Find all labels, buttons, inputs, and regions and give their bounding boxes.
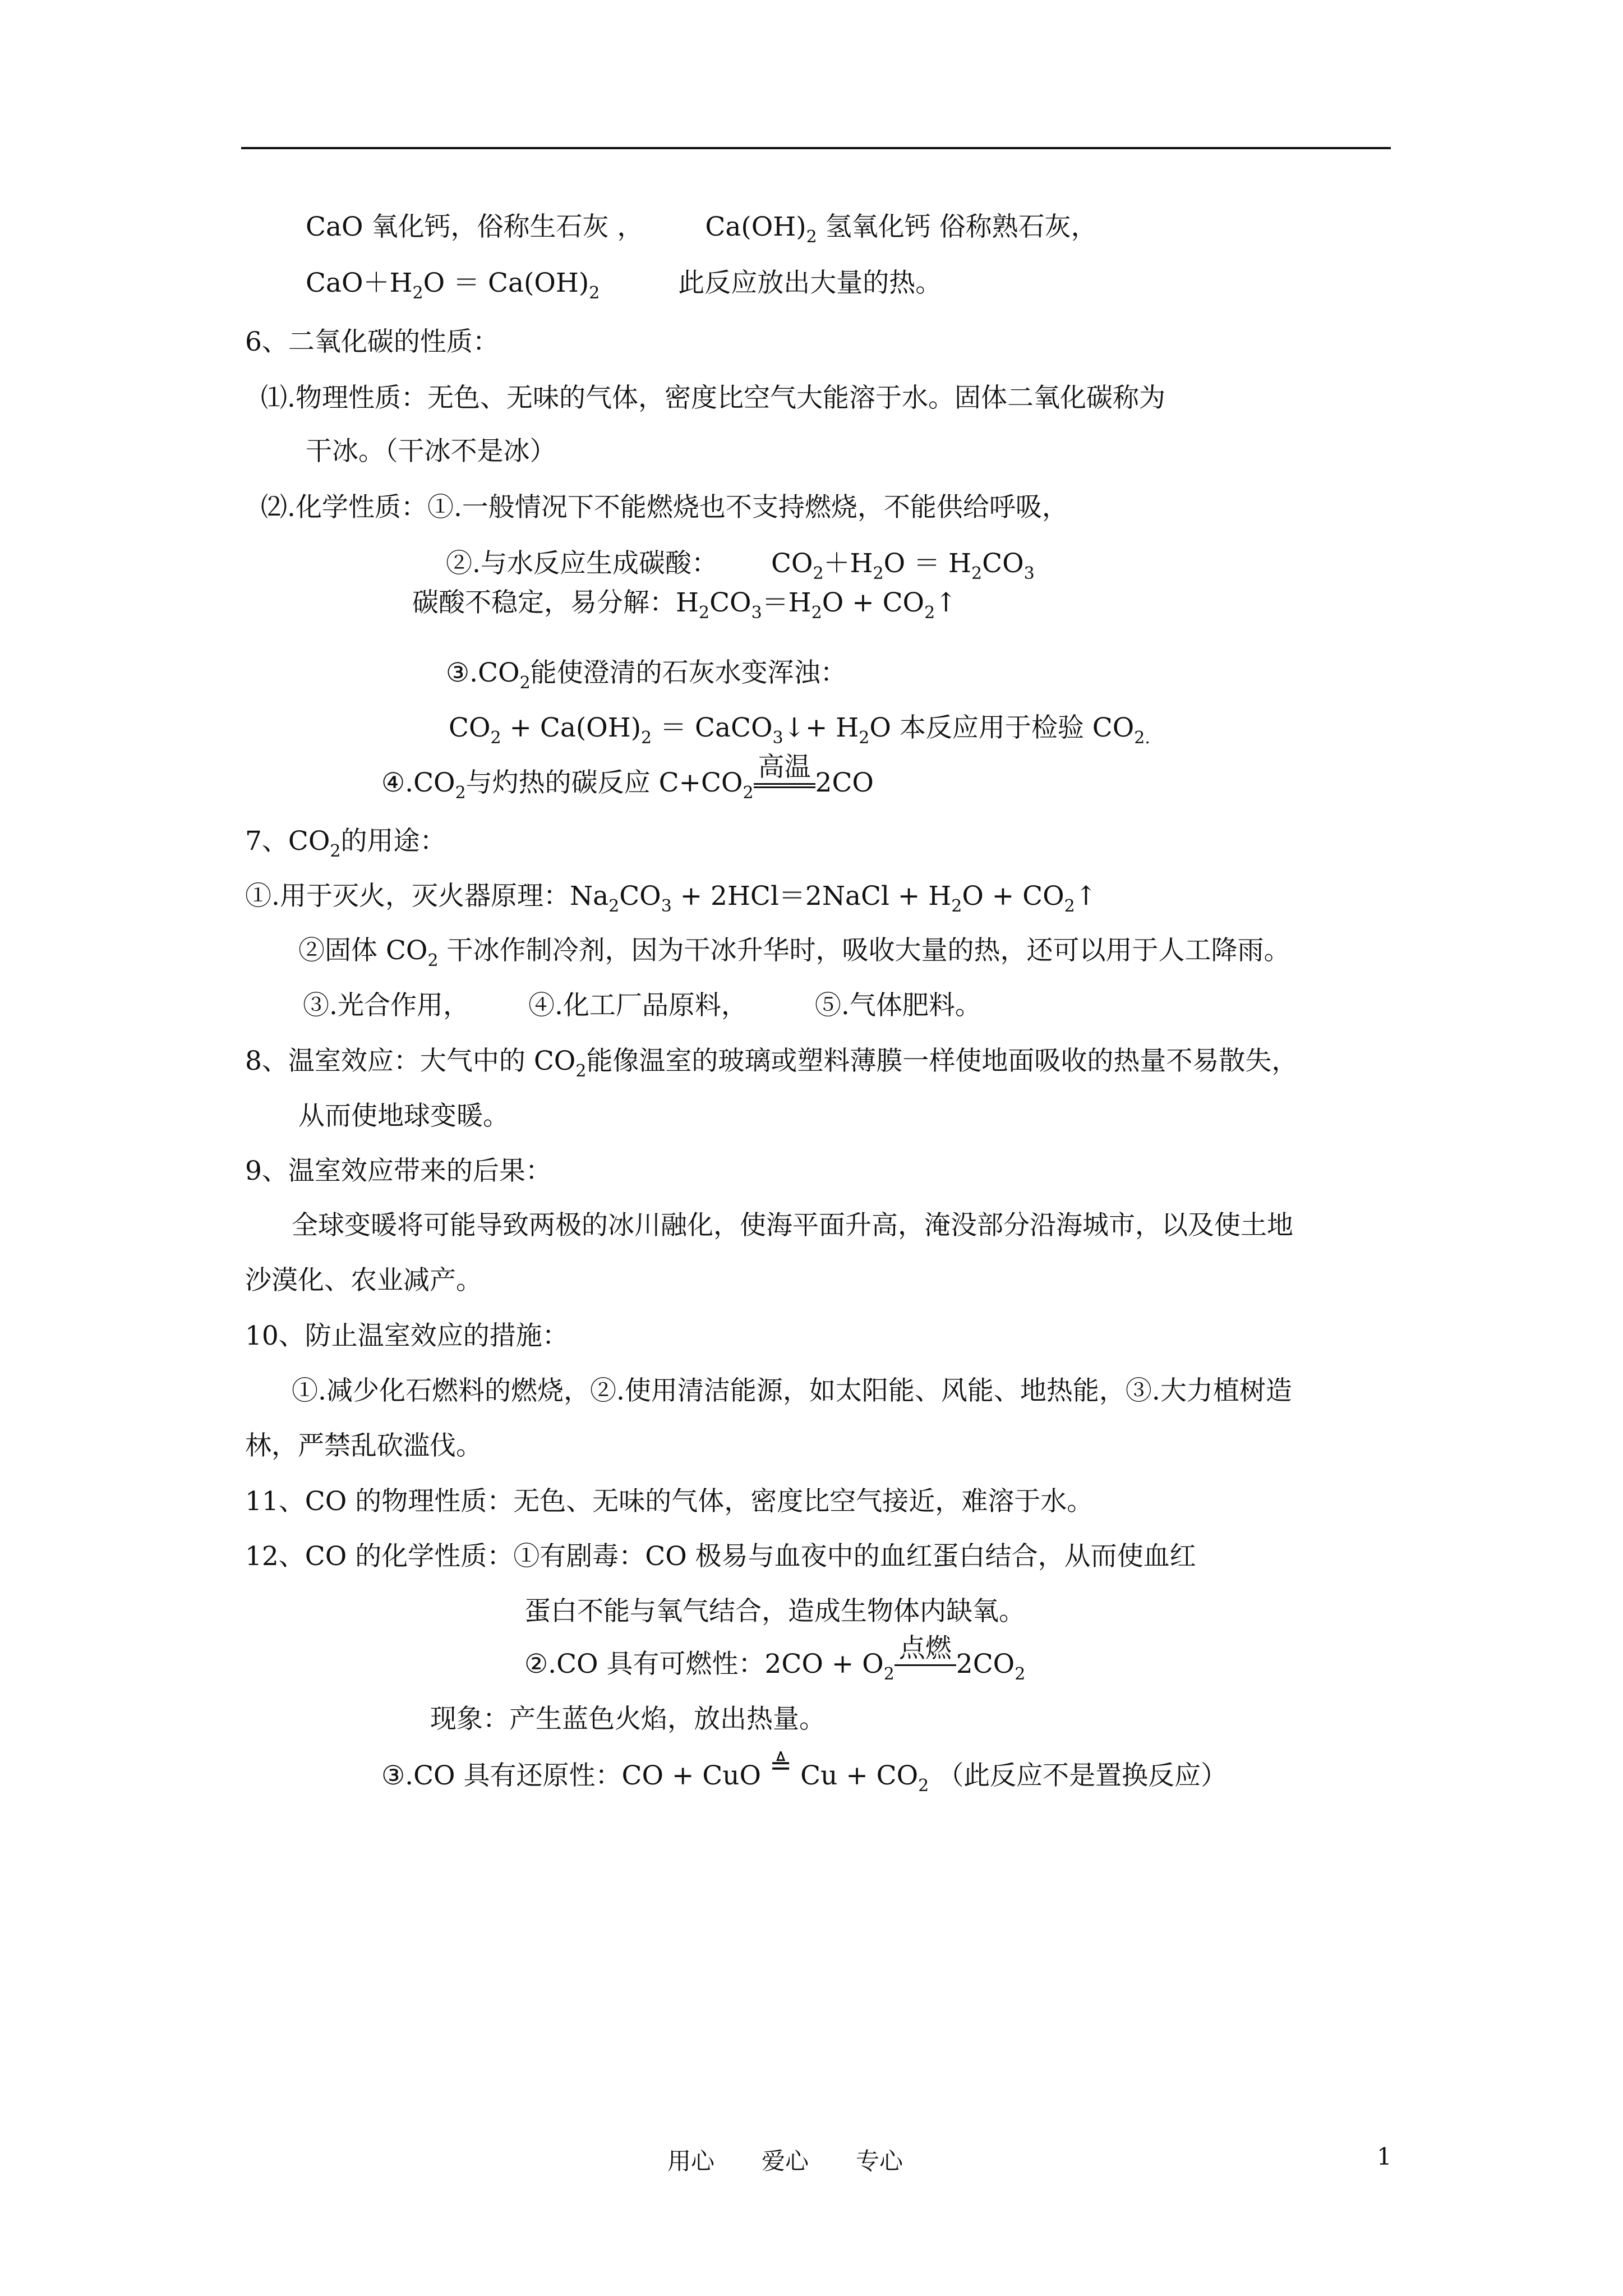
equation-line: ②.CO 具有可燃性：$2CO + O_2$ 点燃 $2CO_2$ — [524, 1633, 1026, 1684]
text-line: ⑵.化学性质：①.一般情况下不能燃烧也不支持燃烧，不能供给呼吸， — [261, 492, 1068, 523]
text-line: ⑴.物理性质：无色、无味的气体，密度比空气大能溶于水。固体二氧化碳称为 — [261, 383, 1165, 413]
text-line: 蛋白不能与氧气结合，造成生物体内缺氧。 — [524, 1596, 1025, 1627]
text-line: ③.光合作用， ④.化工厂品原料， ⑤.气体肥料。 — [303, 990, 981, 1021]
text-line: 沙漠化、农业减产。 — [245, 1265, 482, 1296]
text-line: 从而使地球变暖。 — [298, 1101, 509, 1131]
footer-slogan: 用心 爱心 专心 — [667, 2147, 903, 2175]
equation-line: ①.用于灭火，灭火器原理：$Na_2CO_3$ + 2HCl＝2NaCl + $H_2O$ + $CO_2↑$ — [245, 881, 1098, 916]
text-line: ①.减少化石燃料的燃烧，②.使用清洁能源，如太阳能、风能、地热能，③.大力植树造 — [292, 1375, 1292, 1406]
section-heading: 6、二氧化碳的性质： — [245, 326, 499, 357]
equation-line: ②.与水反应生成碳酸： $CO_2+H_2O = H_2CO_3$ — [446, 548, 1035, 583]
section-heading: 10、防止温室效应的措施： — [245, 1320, 569, 1351]
text-line: 现象：产生蓝色火焰，放出热量。 — [430, 1704, 826, 1734]
equation-line: $④.CO_2$与灼热的碳反应 $C+CO_2$ 高温 2CO — [381, 752, 874, 803]
equation-line: 碳酸不稳定，易分解：$H_2CO_3=H_2O$ + $CO_2↑$ — [412, 587, 957, 623]
section-heading: 11、CO 的物理性质：无色、无味的气体，密度比空气接近，难溶于水。 — [245, 1486, 1094, 1517]
reaction-condition-arrow: 点燃 — [895, 1648, 956, 1681]
text-line: $③.CO_2$能使澄清的石灰水变浑浊： — [446, 657, 847, 693]
text-line: $CaO+H_2O = Ca(OH)_2$ 此反应放出大量的热。 — [306, 268, 942, 303]
heat-condition-icon: ≜ — [769, 1750, 792, 1781]
reaction-condition-arrow: 高温 — [754, 766, 815, 800]
text-line: 全球变暖将可能导致两极的冰川融化，使海平面升高，淹没部分沿海城市，以及使土地 — [292, 1210, 1293, 1241]
text-line: 干冰。（干冰不是冰） — [306, 436, 556, 467]
section-heading: 12、CO 的化学性质：①有剧毒：CO 极易与血夜中的血红蛋白结合，从而使血红 — [245, 1541, 1196, 1572]
page-number: 1 — [1377, 2143, 1392, 2170]
header-rule — [241, 147, 1391, 149]
text-line: CaO 氧化钙，俗称生石灰 ， $Ca(OH)_2$ 氢氧化钙 俗称熟石灰， — [306, 211, 1098, 247]
section-heading: 9、温室效应带来的后果： — [245, 1156, 552, 1186]
section-heading: 7、$CO_2$的用途： — [245, 826, 446, 861]
equation-line: ③.CO 具有还原性：CO + CuO ≜ $Cu + CO_2$ （此反应不是置换反应） — [381, 1750, 1228, 1796]
section-heading: 8、温室效应：大气中的 $CO_2$能像温室的玻璃或塑料薄膜一样使地面吸收的热量不易散失， — [245, 1046, 1298, 1081]
equation-line: $CO_2 + Ca(OH)_2$ ＝ CaCO$_3$↓+ $H_2O$ 本反应用于检验 $CO_{2.}$ — [449, 712, 1150, 748]
text-line: ②固体 $CO_2$ 干冰作制冷剂，因为干冰升华时，吸收大量的热，还可以用于人工降雨。 — [298, 935, 1290, 970]
text-line: 林，严禁乱砍滥伐。 — [245, 1430, 482, 1461]
